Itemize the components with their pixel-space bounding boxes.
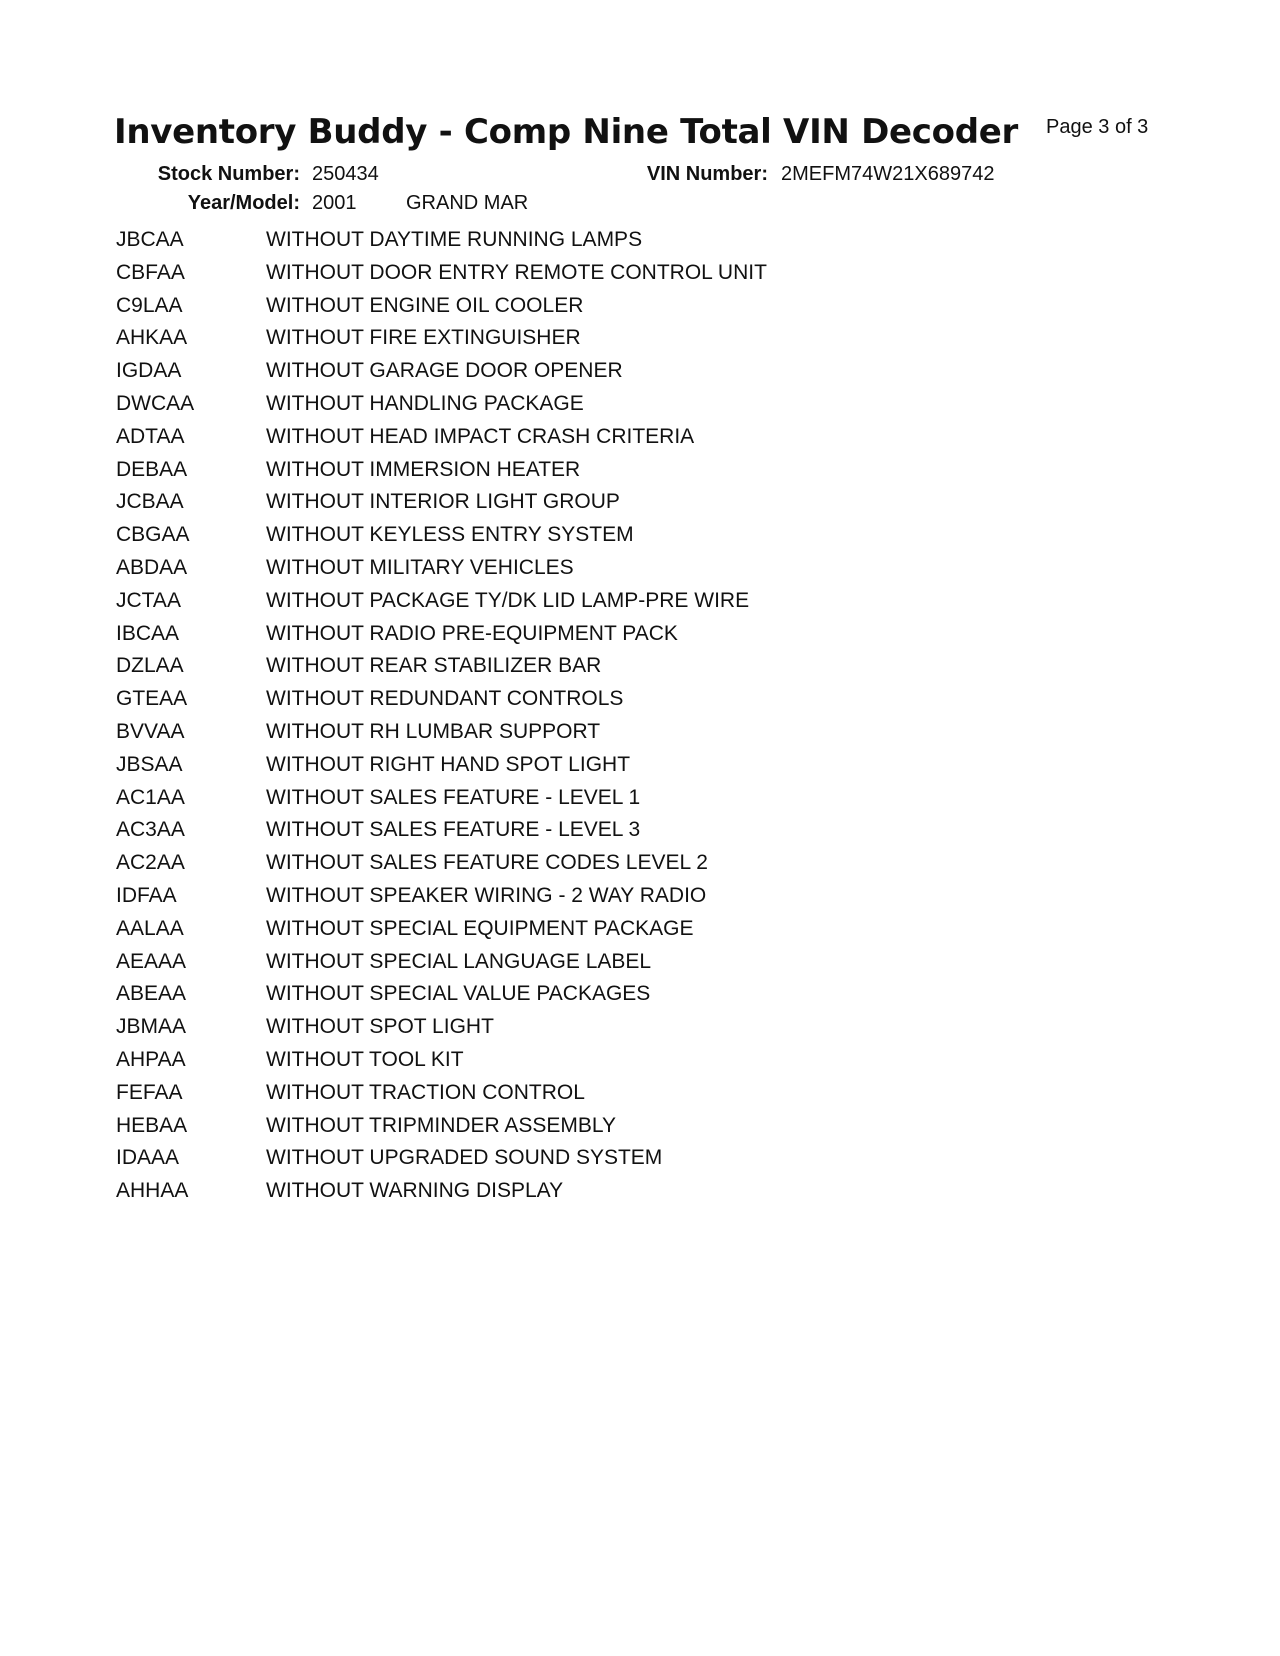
document-title: Inventory Buddy - Comp Nine Total VIN Decoder [114,112,1018,152]
stock-number-label: Stock Number: [157,163,300,185]
option-code: FEFAA [116,1080,183,1104]
option-code: CBFAA [116,260,185,284]
option-description: WITHOUT REAR STABILIZER BAR [266,654,602,678]
option-code: JBCAA [116,228,184,251]
option-row [116,294,767,327]
option-code: AC2AA [116,851,185,875]
vin-number-value: 2MEFM74W21X689742 [781,163,995,185]
option-description: WITHOUT SALES FEATURE - LEVEL 3 [266,818,641,842]
option-description: WITHOUT ENGINE OIL COOLER [266,293,584,317]
option-code: ABDAA [116,555,188,579]
option-row [116,425,767,458]
option-row [116,786,767,819]
option-row [116,982,767,1015]
option-code: AALAA [116,916,184,940]
option-row [116,261,767,294]
option-code: IDFAA [116,883,177,907]
option-row [116,589,767,622]
option-code: IDAAA [116,1146,180,1170]
option-code-list [116,228,767,1212]
option-description: WITHOUT TRACTION CONTROL [266,1080,585,1104]
option-description: WITHOUT FIRE EXTINGUISHER [266,326,581,350]
option-description: WITHOUT DOOR ENTRY REMOTE CONTROL UNIT [266,260,767,284]
option-row [116,1114,767,1147]
year-value: 2001 [312,192,357,214]
option-description: WITHOUT TOOL KIT [266,1047,464,1071]
option-description: WITHOUT SPECIAL EQUIPMENT PACKAGE [266,916,694,940]
option-description: WITHOUT DAYTIME RUNNING LAMPS [266,228,643,251]
option-row [116,490,767,523]
option-code: JCTAA [116,588,181,612]
option-description: WITHOUT RADIO PRE-EQUIPMENT PACK [266,621,678,645]
option-row [116,392,767,425]
option-code: ABEAA [116,982,187,1006]
option-description: WITHOUT MILITARY VEHICLES [266,555,574,579]
option-description: WITHOUT SPECIAL LANGUAGE LABEL [266,949,652,973]
option-description: WITHOUT GARAGE DOOR OPENER [266,359,623,383]
option-row [116,1081,767,1114]
option-code: CBGAA [116,523,190,547]
page-number: Page 3 of 3 [1046,116,1149,138]
option-description: WITHOUT UPGRADED SOUND SYSTEM [266,1146,663,1170]
option-code: BVVAA [116,719,185,743]
option-description: WITHOUT HEAD IMPACT CRASH CRITERIA [266,424,695,448]
option-code: AC3AA [116,818,185,842]
vin-number-label: VIN Number: [646,163,768,185]
model-value: GRAND MAR [406,192,529,214]
option-code: ADTAA [116,424,185,448]
option-row [116,917,767,950]
option-description: WITHOUT SPEAKER WIRING - 2 WAY RADIO [266,883,707,907]
option-description: WITHOUT KEYLESS ENTRY SYSTEM [266,523,634,547]
option-code: DWCAA [116,391,195,415]
option-description: WITHOUT SALES FEATURE - LEVEL 1 [266,785,641,809]
option-code: JBSAA [116,752,183,776]
option-row [116,326,767,359]
option-code: C9LAA [116,293,183,317]
option-description: WITHOUT HANDLING PACKAGE [266,391,584,415]
option-code: AHKAA [116,326,188,350]
option-row [116,622,767,655]
option-row [116,654,767,687]
option-row [116,818,767,851]
option-description: WITHOUT RH LUMBAR SUPPORT [266,719,601,743]
option-row [116,458,767,491]
option-description: WITHOUT RIGHT HAND SPOT LIGHT [266,752,631,776]
option-code: JCBAA [116,490,184,514]
option-code: AHPAA [116,1047,186,1071]
option-row [116,523,767,556]
option-row [116,556,767,589]
option-row [116,753,767,786]
option-code: DEBAA [116,457,188,481]
option-code: GTEAA [116,687,188,711]
option-description: WITHOUT REDUNDANT CONTROLS [266,687,624,711]
option-description: WITHOUT SPECIAL VALUE PACKAGES [266,982,651,1006]
option-code: JBMAA [116,1015,187,1039]
option-code: AHHAA [116,1179,189,1203]
option-description: WITHOUT IMMERSION HEATER [266,457,581,481]
year-model-label: Year/Model: [187,192,300,214]
option-code: HEBAA [116,1113,188,1137]
option-row [116,884,767,917]
option-code: IBCAA [116,621,180,645]
option-row [116,950,767,983]
option-row [116,720,767,753]
option-row [116,359,767,392]
option-row [116,1015,767,1048]
option-row [116,1048,767,1081]
option-row [116,228,767,261]
option-row [116,1179,767,1212]
option-description: WITHOUT SPOT LIGHT [266,1015,494,1039]
option-code: AEAAA [116,949,187,973]
option-row [116,1146,767,1179]
option-description: WITHOUT PACKAGE TY/DK LID LAMP-PRE WIRE [266,588,750,612]
option-description: WITHOUT WARNING DISPLAY [266,1179,564,1203]
option-description: WITHOUT TRIPMINDER ASSEMBLY [266,1113,617,1137]
option-row [116,851,767,884]
stock-number-value: 250434 [312,163,379,185]
option-code: AC1AA [116,785,185,809]
option-code: DZLAA [116,654,184,678]
option-description: WITHOUT SALES FEATURE CODES LEVEL 2 [266,851,708,875]
option-row [116,687,767,720]
option-description: WITHOUT INTERIOR LIGHT GROUP [266,490,620,514]
option-code: IGDAA [116,359,182,383]
